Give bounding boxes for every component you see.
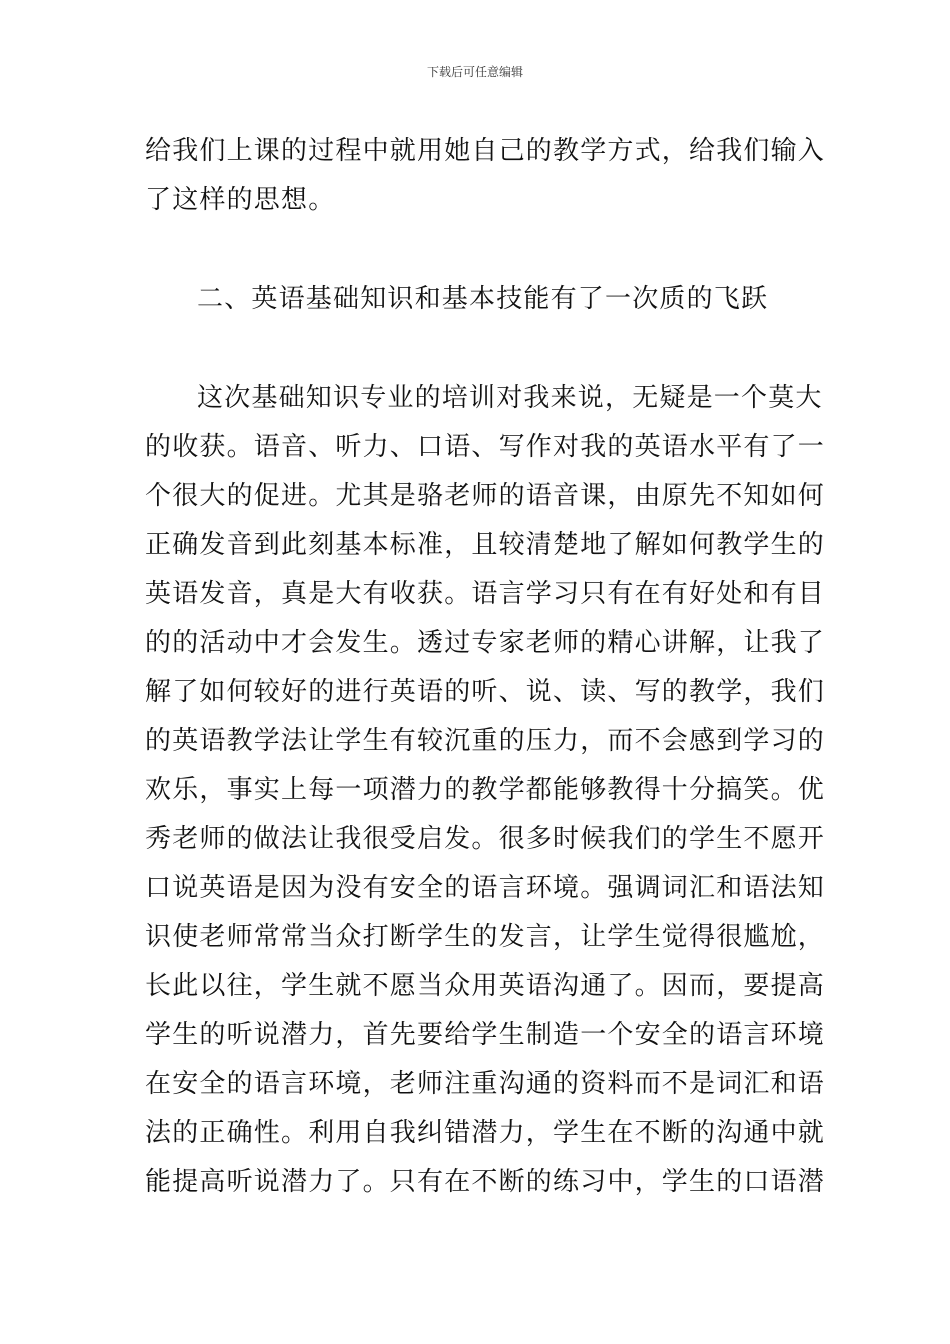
text-line: 给我们上课的过程中就用她自己的教学方式，给我们输入 xyxy=(145,136,826,166)
text-line: 学生的听说潜力，首先要给学生制造一个安全的语言环境 xyxy=(145,1020,826,1050)
section-heading: 二、英语基础知识和基本技能有了一次质的飞跃 xyxy=(197,284,769,314)
text-line: 口说英语是因为没有安全的语言环境。强调词汇和语法知 xyxy=(145,873,826,903)
text-line: 识使老师常常当众打断学生的发言，让学生觉得很尴尬， xyxy=(145,922,826,952)
text-line: 能提高听说潜力了。只有在不断的练习中，学生的口语潜 xyxy=(145,1167,826,1197)
text-line: 英语发音，真是大有收获。语言学习只有在有好处和有目 xyxy=(145,579,826,609)
text-line: 欢乐，事实上每一项潜力的教学都能够教得十分搞笑。优 xyxy=(145,775,826,805)
text-line: 正确发音到此刻基本标准，且较清楚地了解如何教学生的 xyxy=(145,530,826,560)
paragraph-main xyxy=(145,374,826,1207)
text-line: 的收获。语音、听力、口语、写作对我的英语水平有了一 xyxy=(145,432,826,462)
text-line: 个很大的促进。尤其是骆老师的语音课，由原先不知如何 xyxy=(145,481,826,511)
section-heading-container xyxy=(145,275,807,324)
text-line: 这次基础知识专业的培训对我来说，无疑是一个莫大 xyxy=(197,383,823,413)
text-line: 了这样的思想。 xyxy=(145,185,336,215)
text-line: 秀老师的做法让我很受启发。很多时候我们的学生不愿开 xyxy=(145,824,826,854)
page-header: 下载后可任意编辑 xyxy=(426,65,523,79)
text-line: 法的正确性。利用自我纠错潜力，学生在不断的沟通中就 xyxy=(145,1118,826,1148)
paragraph-continued xyxy=(145,127,826,225)
text-line: 的的活动中才会发生。透过专家老师的精心讲解，让我了 xyxy=(145,628,826,658)
text-line: 长此以往，学生就不愿当众用英语沟通了。因而，要提高 xyxy=(145,971,826,1001)
text-line: 在安全的语言环境，老师注重沟通的资料而不是词汇和语 xyxy=(145,1069,826,1099)
text-line: 解了如何较好的进行英语的听、说、读、写的教学，我们 xyxy=(145,677,826,707)
text-line: 的英语教学法让学生有较沉重的压力，而不会感到学习的 xyxy=(145,726,826,756)
